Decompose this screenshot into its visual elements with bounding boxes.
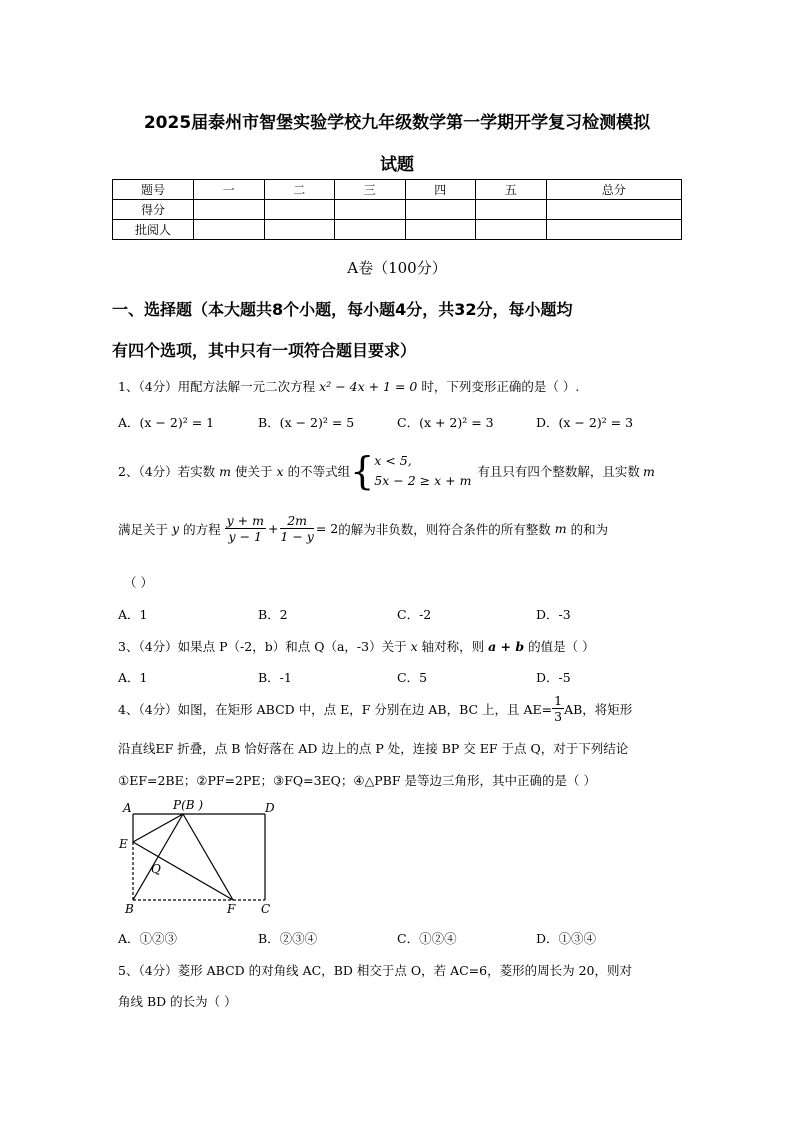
question-4-text: 4、（4分）如图，在矩形 ABCD 中，点 E，F 分别在边 AB，BC 上，且 AE=	[118, 701, 553, 717]
fraction	[280, 513, 313, 544]
question-4-option-a[interactable]: A．①②③	[118, 931, 178, 946]
question-5-line-1: 5、（4分）菱形 ABCD 的对角线 AC，BD 相交于点 O，若 AC=6，菱形的周长为 20，则对	[118, 963, 632, 978]
question-4-line-2: 沿直线EF 折叠，点 B 恰好落在 AD 边上的点 P 处，连接 BP 交 EF 于点 Q，对于下列结论	[118, 741, 629, 756]
question-2-line-2	[118, 513, 608, 544]
question-4-option-c[interactable]: C．①②④	[397, 931, 457, 946]
score-cell[interactable]	[546, 200, 682, 220]
score-table	[112, 179, 682, 240]
grader-cell[interactable]	[194, 220, 265, 240]
question-1	[118, 377, 579, 395]
question-4-line-3: ①EF=2BE；②PF=2PE；③FQ=3EQ；④△PBF 是等边三角形，其中正确的是（ ）	[118, 773, 596, 788]
label-c: C	[261, 902, 271, 916]
table-header-cell: 一	[194, 180, 265, 200]
question-3-option-a[interactable]: A．1	[118, 670, 148, 685]
question-2-text: 的解为非负数，则符合条件的所有整数	[338, 521, 551, 537]
label-f: F	[227, 902, 236, 916]
question-3-text: 的值是（ ）	[528, 639, 595, 654]
page-title-continued: 试题	[380, 155, 414, 175]
segment-bp	[133, 814, 183, 900]
answer-paren: （ ）	[124, 575, 153, 590]
brace-symbol: {	[350, 449, 375, 493]
geometry-figure	[115, 796, 285, 920]
question-3-option-d[interactable]: D．-5	[536, 670, 571, 685]
score-cell[interactable]	[405, 200, 476, 220]
inequality-1: x < 5,	[374, 453, 412, 468]
fraction-numerator: 2m	[280, 513, 313, 529]
volume-heading: A卷（100分）	[347, 259, 447, 277]
equation-rhs: = 2	[315, 521, 339, 536]
question-2-option-b[interactable]: B．2	[258, 607, 288, 622]
question-1-prefix: 1、（4分）用配方法解一元二次方程	[118, 379, 316, 394]
variable-m: m	[554, 521, 567, 536]
question-4-option-b[interactable]: B．②③④	[258, 931, 318, 946]
question-2-text: 的方程	[183, 521, 221, 537]
question-1-suffix: 时，下列变形正确的是（ ）.	[421, 379, 580, 394]
table-header-cell: 题号	[113, 180, 194, 200]
score-table-header-row	[113, 180, 682, 200]
variable-m: m	[642, 463, 655, 479]
score-cell[interactable]	[335, 200, 406, 220]
grader-cell[interactable]	[476, 220, 547, 240]
variable-y: y	[172, 521, 180, 536]
question-1-option-a[interactable]: A．(x − 2)² = 1	[118, 415, 215, 430]
label-b: B	[125, 902, 134, 916]
question-3-option-c[interactable]: C．5	[397, 670, 428, 685]
label-d: D	[265, 801, 275, 815]
question-3-option-b[interactable]: B．-1	[258, 670, 292, 685]
question-2-text: 有且只有四个整数解，且实数	[477, 464, 640, 479]
question-2-prefix: 2、（4分）若实数	[118, 464, 216, 479]
variable-m: m	[219, 463, 232, 479]
table-header-cell: 二	[264, 180, 335, 200]
inequality-2: 5x − 2 ≥ x + m	[374, 473, 472, 488]
fraction	[225, 513, 266, 544]
question-2-text: 的和为	[570, 521, 609, 537]
question-5-line-2: 角线 BD 的长为（ ）	[118, 994, 237, 1009]
question-2-text: 的不等式组	[287, 464, 351, 479]
question-2-option-a[interactable]: A．1	[118, 607, 148, 622]
grader-cell[interactable]	[405, 220, 476, 240]
table-header-cell: 总分	[546, 180, 682, 200]
table-header-cell: 三	[335, 180, 406, 200]
label-q: Q	[151, 862, 161, 876]
fraction-denominator: 1 − y	[280, 529, 314, 544]
segment-pf	[183, 814, 233, 900]
question-4-text: AB，将矩形	[564, 701, 633, 717]
fraction-denominator: y − 1	[228, 529, 262, 544]
question-1-equation: x² − 4x + 1 = 0	[319, 379, 418, 394]
question-2-text: 满足关于	[118, 521, 169, 537]
table-header-cell: 四	[405, 180, 476, 200]
table-header-cell: 五	[476, 180, 547, 200]
question-2-text: 使关于	[235, 464, 273, 479]
fraction-numerator: y + m	[226, 513, 264, 528]
fraction-denominator: 3	[554, 709, 563, 724]
question-1-option-c[interactable]: C．(x + 2)² = 3	[397, 415, 494, 430]
section-heading: 一、选择题（本大题共8个小题，每小题4分，共32分，每小题均	[112, 300, 573, 319]
inequality-system	[374, 451, 471, 491]
question-3-text: 3、（4分）如果点 P（-2，b）和点 Q（a，-3）关于	[118, 639, 407, 654]
table-row-label: 得分	[113, 200, 194, 220]
label-a: A	[123, 801, 132, 815]
grader-cell[interactable]	[546, 220, 682, 240]
score-cell[interactable]	[476, 200, 547, 220]
question-4-line-1	[118, 693, 632, 724]
label-p-b: P(B )	[173, 798, 204, 812]
fraction-numerator: 1	[554, 693, 563, 708]
label-e: E	[119, 837, 128, 851]
variable-x: x	[276, 463, 284, 479]
question-3	[118, 637, 595, 655]
grader-cell[interactable]	[335, 220, 406, 240]
fold-line-ef	[133, 842, 233, 900]
question-1-option-b[interactable]: B．(x − 2)² = 5	[258, 415, 355, 430]
table-row-label: 批阅人	[113, 220, 194, 240]
question-2-line-1	[118, 451, 655, 491]
grader-cell[interactable]	[264, 220, 335, 240]
question-4-option-d[interactable]: D．①③④	[536, 931, 597, 946]
table-row	[113, 220, 682, 240]
table-row	[113, 200, 682, 220]
expression: a + b	[488, 639, 525, 654]
question-2-option-d[interactable]: D．-3	[536, 607, 571, 622]
question-1-option-d[interactable]: D．(x − 2)² = 3	[536, 415, 634, 430]
page-title: 2025届泰州市智堡实验学校九年级数学第一学期开学复习检测模拟	[143, 113, 651, 133]
score-cell[interactable]	[264, 200, 335, 220]
plus-sign: +	[267, 521, 279, 536]
variable-x: x	[410, 639, 418, 654]
question-3-text: 轴对称，则	[421, 639, 485, 654]
fraction	[552, 693, 564, 724]
section-heading-continued: 有四个选项，其中只有一项符合题目要求）	[112, 341, 417, 360]
score-cell[interactable]	[194, 200, 265, 220]
question-2-option-c[interactable]: C．-2	[397, 607, 432, 622]
